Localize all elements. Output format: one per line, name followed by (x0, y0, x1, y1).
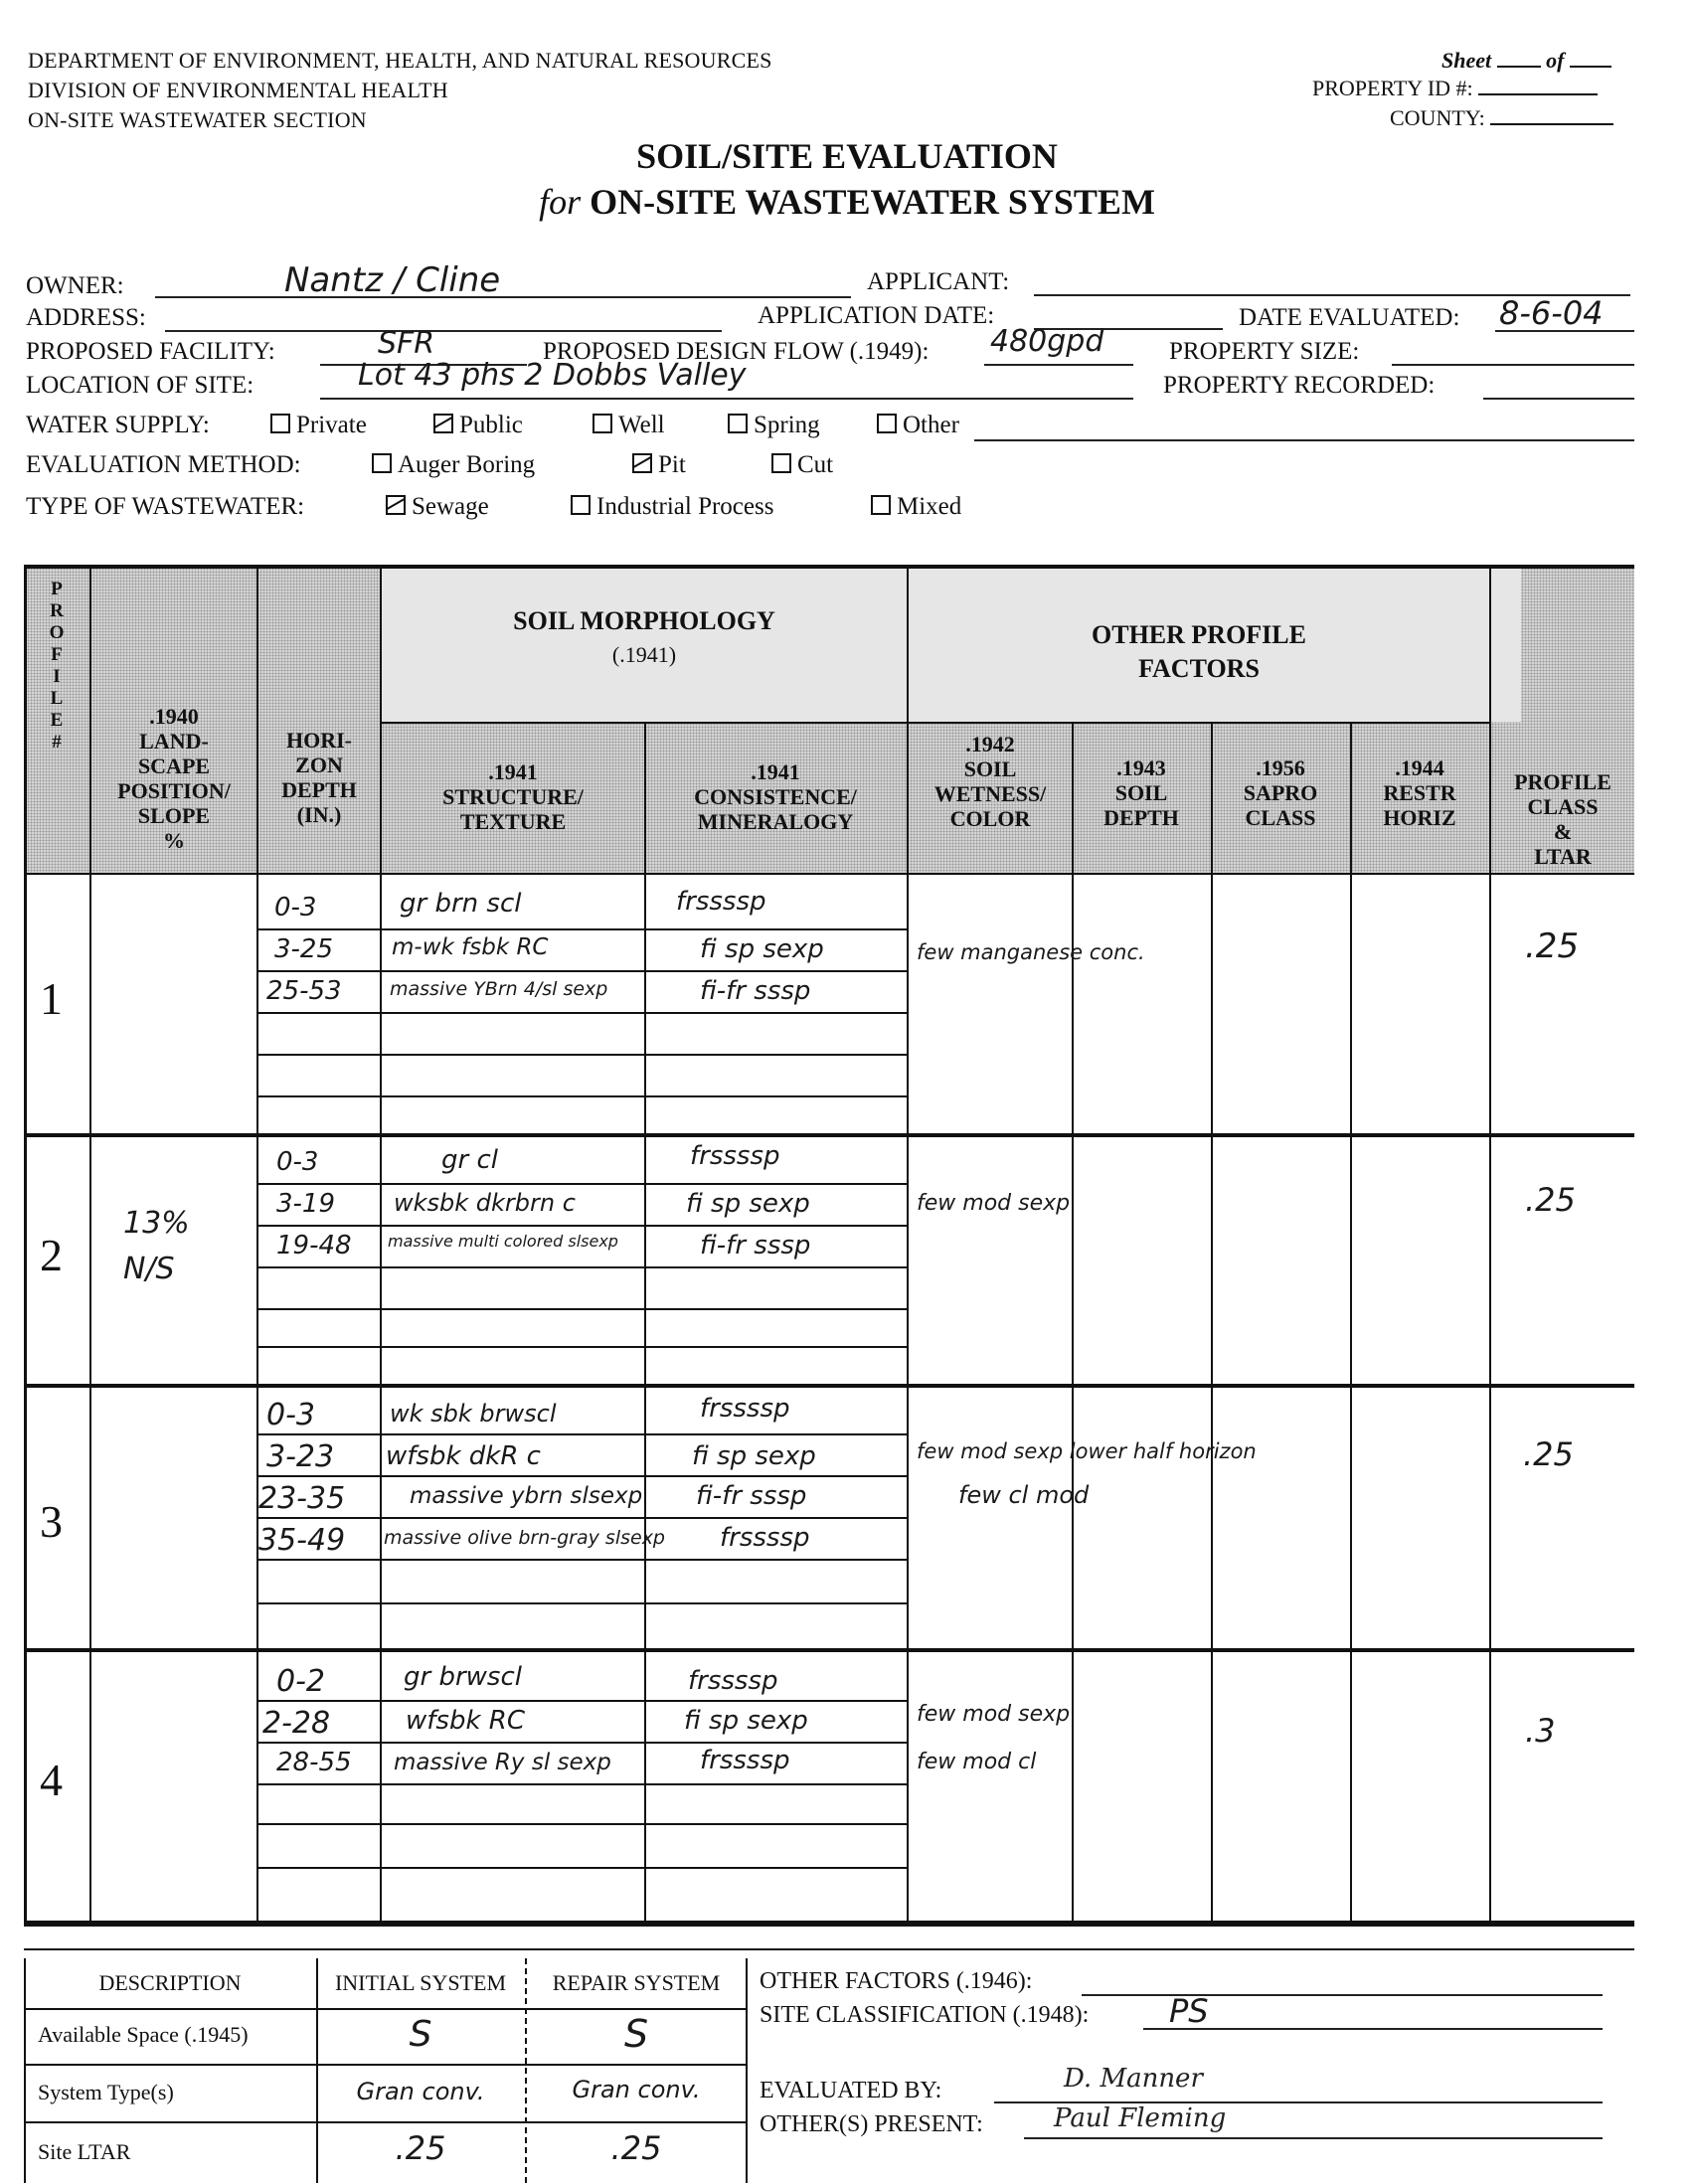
eval-auger-option[interactable] (372, 451, 535, 479)
soil-morphology-subheader: (.1941) (611, 642, 677, 667)
property-recorded-label: PROPERTY RECORDED: (1163, 372, 1436, 399)
property-recorded-line[interactable] (1483, 398, 1634, 400)
water-spring-checkbox[interactable] (728, 414, 748, 433)
location-line[interactable] (320, 398, 1133, 400)
sheet-label: Sheet (1441, 48, 1492, 73)
profile-4-number: 4 (40, 1755, 63, 1805)
title-for: for (539, 182, 582, 222)
profile-4-structure-3: massive Ry sl sexp (394, 1750, 611, 1775)
water-well-checkbox[interactable] (593, 414, 612, 433)
facility-value: SFR (378, 326, 435, 361)
form-title: SOIL/SITE EVALUATION (636, 136, 1058, 176)
water-private-option[interactable] (270, 412, 367, 439)
ww-industrial-checkbox[interactable] (571, 495, 591, 515)
location-label: LOCATION OF SITE: (26, 372, 254, 399)
sheet-field[interactable] (1441, 48, 1611, 74)
site-ltar-initial: .25 (395, 2129, 446, 2167)
profile-3-ltar: .25 (1523, 1435, 1574, 1473)
water-spring-label: Spring (754, 412, 820, 438)
division-name: DIVISION OF ENVIRONMENTAL HEALTH (28, 78, 448, 102)
county-label: COUNTY: (1390, 105, 1485, 130)
ww-sewage-option[interactable] (386, 493, 489, 521)
eval-pit-checkbox[interactable] (632, 453, 652, 473)
profile-2-consistence-1: frssssp (690, 1141, 780, 1171)
address-label: ADDRESS: (26, 304, 146, 331)
eval-auger-checkbox[interactable] (372, 453, 392, 473)
water-private-label: Private (296, 412, 367, 438)
profile-1-wetness-2: few manganese conc. (917, 940, 1145, 964)
available-space-label: Available Space (.1945) (38, 2022, 249, 2047)
evaluated-by-signature: D. Manner (1064, 2064, 1203, 2094)
water-other-option[interactable] (877, 412, 959, 439)
date-evaluated-label: DATE EVALUATED: (1239, 304, 1460, 331)
structure-texture-header: .1941 STRUCTURE/ TEXTURE (442, 759, 584, 834)
water-spring-option[interactable] (728, 412, 820, 439)
profile-1-consistence-2: fi sp sexp (700, 934, 824, 964)
profile-4-wetness-2: few mod sexp (917, 1702, 1071, 1727)
horizon-depth-header: HORI- ZON DEPTH (IN.) (281, 728, 357, 827)
profile-4-depth-3: 28-55 (276, 1748, 352, 1777)
profile-1-depth-3: 25-53 (266, 976, 342, 1006)
ww-mixed-checkbox[interactable] (871, 495, 891, 515)
profile-3-consistence-3: fi-fr sssp (696, 1481, 807, 1511)
soil-depth-header: .1943 SOIL DEPTH (1103, 756, 1179, 830)
eval-cut-option[interactable] (771, 451, 833, 479)
profile-class-header: PROFILE CLASS & LTAR (1514, 769, 1611, 869)
owner-label: OWNER: (26, 272, 124, 299)
facility-label: PROPOSED FACILITY: (26, 338, 275, 365)
site-class-line[interactable] (1143, 2028, 1603, 2030)
system-type-repair: Gran conv. (572, 2076, 701, 2103)
site-ltar-repair: .25 (610, 2129, 662, 2167)
application-date-label: APPLICATION DATE: (758, 302, 995, 329)
property-id-label: PROPERTY ID #: (1312, 76, 1473, 100)
profile-4-consistence-2: fi sp sexp (684, 1706, 808, 1736)
profile-2-number: 2 (40, 1230, 63, 1280)
profile-1-structure-1: gr brn scl (400, 889, 522, 919)
department-name: DEPARTMENT OF ENVIRONMENT, HEALTH, AND NATURAL RESOURCES (28, 48, 772, 73)
owner-line[interactable] (155, 296, 851, 298)
profile-2-ltar: .25 (1525, 1181, 1576, 1219)
county-field[interactable] (1390, 105, 1613, 131)
profile-3-structure-2: wfsbk dkR c (386, 1441, 541, 1471)
profile-number-header: P R O F I L E # (49, 579, 65, 753)
other-factors-line[interactable] (1082, 1994, 1603, 1996)
sapro-class-header: .1956 SAPRO CLASS (1243, 756, 1318, 830)
profile-3-wetness-2: few mod sexp lower half horizon (917, 1439, 1257, 1463)
water-public-option[interactable] (433, 412, 523, 439)
design-flow-line[interactable] (984, 364, 1133, 366)
profile-3-depth-3: 23-35 (258, 1481, 346, 1516)
owner-value: Nantz / Cline (284, 260, 501, 300)
water-other-line[interactable] (974, 439, 1634, 441)
profile-2-structure-1: gr cl (441, 1145, 498, 1175)
location-value: Lot 43 phs 2 Dobbs Valley (358, 358, 747, 393)
water-supply-label: WATER SUPPLY: (26, 412, 210, 438)
others-present-label: OTHER(S) PRESENT: (760, 2111, 983, 2137)
soil-evaluation-table (24, 565, 1634, 1921)
consistence-header: .1941 CONSISTENCE/ MINERALOGY (694, 759, 857, 834)
profile-2-consistence-2: fi sp sexp (686, 1189, 810, 1219)
eval-cut-checkbox[interactable] (771, 453, 791, 473)
others-present-signature: Paul Fleming (1054, 2103, 1227, 2133)
available-space-initial: S (409, 2014, 432, 2055)
profile-4-structure-1: gr brwscl (404, 1662, 522, 1692)
profile-4-ltar: .3 (1525, 1712, 1556, 1750)
profile-4-depth-2: 2-28 (262, 1706, 331, 1741)
soil-morphology-header: SOIL MORPHOLOGY (513, 606, 775, 635)
profile-4-consistence-3: frssssp (700, 1746, 790, 1775)
profile-1-depth-2: 3-25 (274, 934, 334, 964)
title-system: ON-SITE WASTEWATER SYSTEM (590, 182, 1155, 222)
profile-3-depth-4: 35-49 (258, 1523, 346, 1558)
profile-3-structure-3: massive ybrn slsexp (410, 1483, 643, 1509)
profile-3-number: 3 (40, 1496, 63, 1547)
date-evaluated-value: 8-6-04 (1499, 294, 1604, 332)
eval-auger-label: Auger Boring (398, 451, 536, 478)
water-private-checkbox[interactable] (270, 414, 290, 433)
profile-3-consistence-4: frssssp (720, 1523, 810, 1553)
ww-sewage-label: Sewage (412, 493, 489, 520)
system-type-label: System Type(s) (38, 2080, 174, 2104)
design-flow-value: 480gpd (990, 324, 1104, 359)
water-public-label: Public (459, 412, 523, 438)
profile-3-consistence-2: fi sp sexp (692, 1441, 816, 1471)
ww-mixed-label: Mixed (897, 493, 962, 520)
site-class-value: PS (1169, 1992, 1209, 2030)
property-size-line[interactable] (1392, 364, 1634, 366)
eval-cut-label: Cut (797, 451, 834, 478)
wastewater-label: TYPE OF WASTEWATER: (26, 493, 305, 520)
profile-2-landscape: 13% N/S (123, 1206, 190, 1286)
profile-1-depth-1: 0-3 (274, 893, 317, 923)
repair-system-header: REPAIR SYSTEM (552, 1970, 721, 1995)
ww-sewage-checkbox[interactable] (386, 495, 406, 515)
of-label: of (1546, 48, 1565, 73)
other-factors-label: OTHER FACTORS (.1946): (760, 1968, 1033, 1994)
profile-3-consistence-1: frssssp (700, 1394, 790, 1424)
profile-2-depth-2: 3-19 (276, 1189, 336, 1219)
profile-3-depth-1: 0-3 (266, 1398, 315, 1432)
profile-3-structure-1: wk sbk brwscl (390, 1400, 557, 1428)
profile-4-structure-2: wfsbk RC (406, 1706, 526, 1736)
form-subtitle (0, 181, 1694, 223)
site-class-label: SITE CLASSIFICATION (.1948): (760, 2002, 1090, 2028)
property-size-label: PROPERTY SIZE: (1169, 338, 1360, 365)
profile-4-consistence-1: frssssp (688, 1666, 778, 1696)
applicant-label: APPLICANT: (867, 268, 1010, 295)
section-name: ON-SITE WASTEWATER SECTION (28, 107, 367, 132)
profile-3-wetness-3: few cl mod (958, 1481, 1090, 1509)
profile-2-depth-1: 0-3 (276, 1147, 319, 1177)
system-type-initial: Gran conv. (356, 2078, 485, 2105)
description-header: DESCRIPTION (98, 1970, 242, 1995)
eval-method-label: EVALUATION METHOD: (26, 451, 301, 478)
others-present-line[interactable] (1024, 2137, 1603, 2139)
design-flow-label: PROPOSED DESIGN FLOW (.1949): (543, 338, 930, 365)
address-line[interactable] (165, 330, 722, 332)
profile-1-consistence-1: frssssp (676, 887, 766, 917)
site-ltar-label: Site LTAR (38, 2139, 131, 2164)
eval-pit-option[interactable] (632, 451, 686, 479)
profile-1-ltar: .25 (1525, 926, 1580, 966)
evaluated-by-label: EVALUATED BY: (760, 2078, 942, 2103)
water-well-option[interactable] (593, 412, 665, 439)
other-factors-header: OTHER PROFILE FACTORS (1092, 620, 1306, 683)
initial-system-header: INITIAL SYSTEM (334, 1970, 507, 1995)
available-space-repair: S (623, 2012, 649, 2056)
profile-2-structure-3: massive multi colored slsexp (388, 1232, 618, 1251)
ww-industrial-label: Industrial Process (596, 493, 774, 520)
landscape-header: .1940 LAND- SCAPE POSITION/ SLOPE % (117, 704, 231, 853)
profile-1-number: 1 (40, 973, 63, 1024)
profile-3-structure-4: massive olive brn-gray slsexp (384, 1527, 665, 1549)
profile-1-structure-3: massive YBrn 4/sl sexp (390, 978, 608, 1000)
profile-2-structure-2: wksbk dkrbrn c (394, 1189, 576, 1217)
profile-2-depth-3: 19-48 (276, 1231, 352, 1260)
water-well-label: Well (618, 412, 665, 438)
restr-horiz-header: .1944 RESTR HORIZ (1383, 756, 1456, 830)
ww-industrial-option[interactable] (571, 493, 773, 521)
profile-1-structure-2: m-wk fsbk RC (392, 934, 549, 960)
water-public-checkbox[interactable] (433, 414, 453, 433)
water-other-label: Other (903, 412, 959, 438)
profile-4-depth-1: 0-2 (276, 1664, 325, 1699)
profile-3-depth-2: 3-23 (266, 1439, 335, 1474)
profile-2-consistence-3: fi-fr sssp (700, 1231, 811, 1260)
property-id-field[interactable] (1312, 76, 1598, 101)
profile-2-wetness-2: few mod sexp (917, 1191, 1071, 1216)
system-summary-table (24, 1958, 750, 2183)
profile-4-wetness-3: few mod cl (917, 1750, 1037, 1774)
eval-pit-label: Pit (658, 451, 686, 478)
profile-1-consistence-3: fi-fr sssp (700, 976, 811, 1006)
soil-wetness-header: .1942 SOIL WETNESS/ COLOR (933, 732, 1047, 831)
water-other-checkbox[interactable] (877, 414, 897, 433)
ww-mixed-option[interactable] (871, 493, 961, 521)
